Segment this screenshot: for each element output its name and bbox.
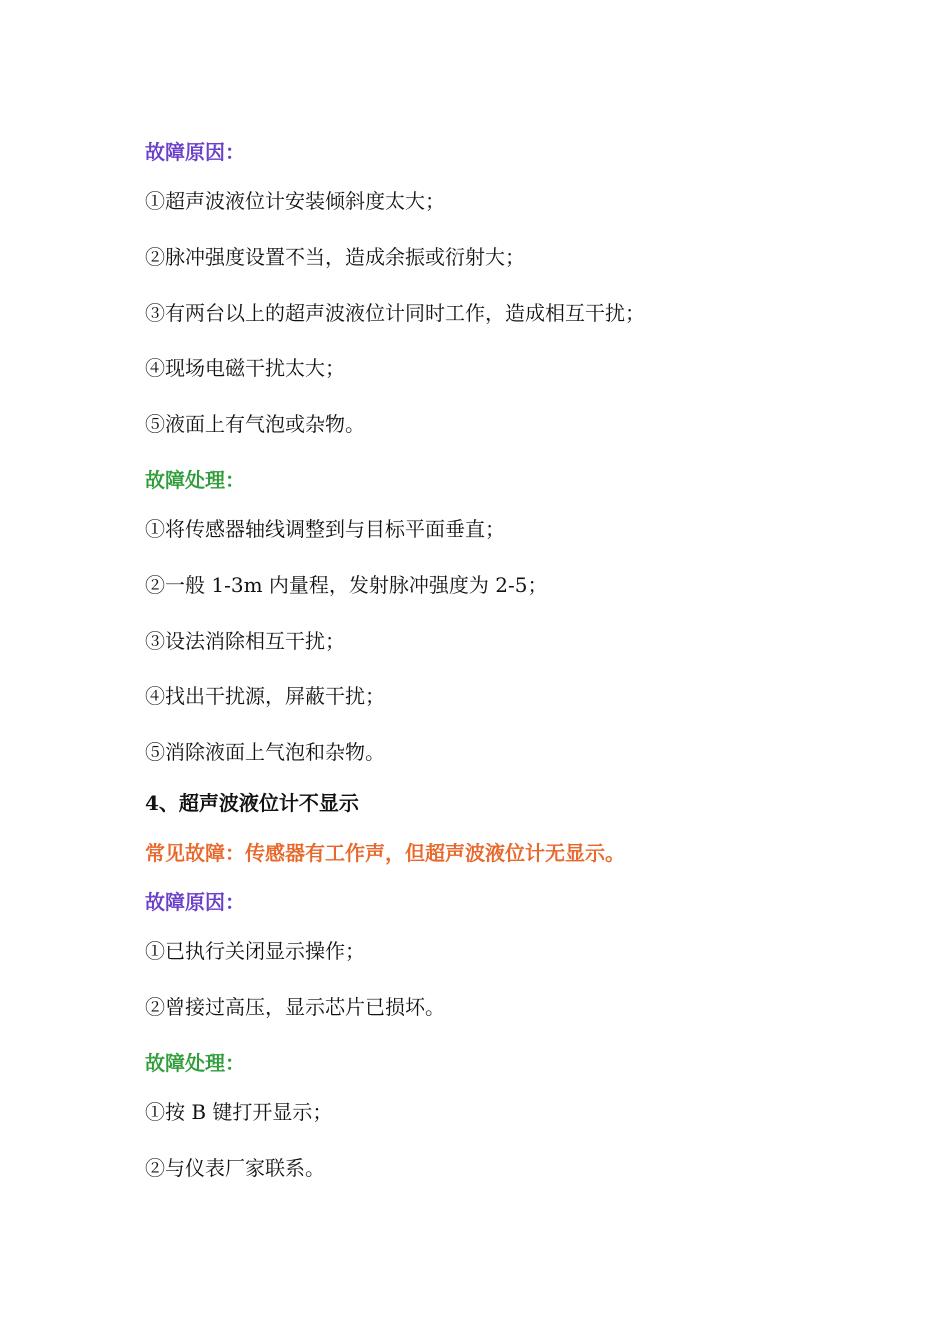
fault-fix-item: ①按 B 键打开显示； [145,1100,333,1124]
fault-cause-item: ②脉冲强度设置不当，造成余振或衍射大； [145,245,525,269]
fault-fix-heading: 故障处理： [145,1051,245,1075]
fault-cause-item: ①超声波液位计安装倾斜度太大； [145,189,445,213]
fault-cause-item: ③有两台以上的超声波液位计同时工作，造成相互干扰； [145,301,645,325]
fault-cause-heading: 故障原因： [145,890,245,914]
fault-fix-item: ②一般 1-3m 内量程，发射脉冲强度为 2-5； [145,573,548,597]
fault-cause-heading: 故障原因： [145,140,245,164]
fault-fix-item: ①将传感器轴线调整到与目标平面垂直； [145,517,505,541]
fault-fix-heading: 故障处理： [145,468,245,492]
fault-cause-item: ①已执行关闭显示操作； [145,939,365,963]
fault-fix-item: ②与仪表厂家联系。 [145,1156,325,1180]
section-title: 4、超声波液位计不显示 [145,791,359,815]
fault-cause-item: ④现场电磁干扰太大； [145,356,345,380]
fault-cause-item: ⑤液面上有气泡或杂物。 [145,412,365,436]
fault-fix-item: ⑤消除液面上气泡和杂物。 [145,740,385,764]
fault-fix-item: ③设法消除相互干扰； [145,629,345,653]
fault-fix-item: ④找出干扰源，屏蔽干扰； [145,684,385,708]
fault-cause-item: ②曾接过高压，显示芯片已损坏。 [145,995,445,1019]
common-fault-text: 常见故障：传感器有工作声，但超声波液位计无显示。 [145,841,625,865]
